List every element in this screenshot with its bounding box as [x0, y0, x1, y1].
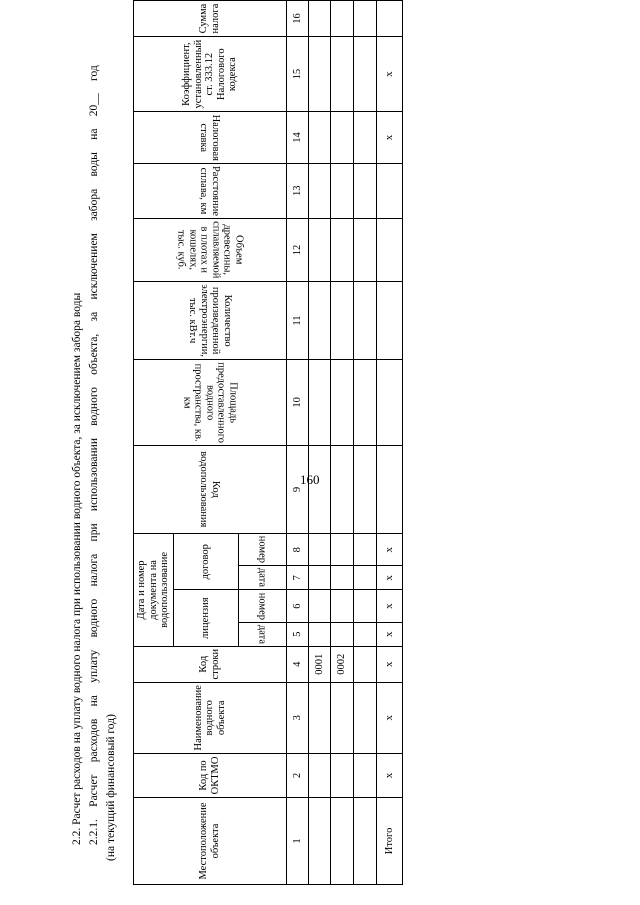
- heading-word: уплату: [88, 649, 100, 683]
- heading-word: использовании: [88, 438, 100, 512]
- heading-word: водного: [88, 598, 100, 638]
- column-number: 7: [286, 566, 308, 590]
- heading-word: 2.2.1.: [88, 819, 100, 845]
- heading-word: Расчет: [88, 774, 100, 807]
- col-contract: договор: [173, 534, 238, 590]
- column-number: 13: [286, 163, 308, 218]
- total-coefficient: x: [376, 37, 402, 112]
- table-row: [308, 1, 330, 885]
- heading-word: исключением: [88, 233, 100, 300]
- heading-word: 20__: [88, 93, 100, 117]
- col-license: лицензия: [173, 590, 238, 646]
- col-coefficient: Коэффициент, установленный ст. 333.12 Налогового кодекса: [134, 37, 287, 112]
- column-number: 9: [286, 445, 308, 533]
- total-contract-number: x: [376, 534, 402, 566]
- column-number: 10: [286, 359, 308, 445]
- col-contract-number: номер: [238, 534, 286, 566]
- heading-word: на: [88, 128, 100, 140]
- col-tax-sum: Сумма налога: [134, 1, 287, 37]
- col-distance: Расстояние сплава, км: [134, 163, 287, 218]
- line-code-cell: [353, 646, 376, 682]
- column-number: 2: [286, 753, 308, 797]
- column-number-row: [286, 1, 308, 885]
- column-number: 15: [286, 37, 308, 112]
- col-electricity: Количество произведенной электроэнергии, тыс. кВт.ч: [134, 282, 287, 360]
- total-row: [376, 1, 402, 885]
- table-row: [353, 1, 376, 885]
- col-license-number: номер: [238, 590, 286, 622]
- col-contract-date: дата: [238, 566, 286, 590]
- header-row-1: [134, 1, 174, 885]
- subsection-heading: [89, 65, 101, 845]
- col-water-use-code: Код водопользования: [134, 445, 287, 533]
- heading-word: воды: [88, 152, 100, 177]
- tax-table: [133, 0, 403, 885]
- heading-word: при: [88, 523, 100, 542]
- section-heading: 2.2. Расчет расходов на уплату водного налога при использовании водного объекта, за исключением забора воды: [71, 292, 83, 845]
- col-license-date: дата: [238, 622, 286, 646]
- column-number: 16: [286, 1, 308, 37]
- total-label: Итого: [376, 797, 402, 884]
- total-oktmo: x: [376, 753, 402, 797]
- page-number: 160: [300, 472, 320, 487]
- total-rate: x: [376, 112, 402, 163]
- col-water-object: Наименование водного объекта: [134, 682, 287, 753]
- column-number: 11: [286, 282, 308, 360]
- column-number: 6: [286, 590, 308, 622]
- line-code-cell: 0002: [330, 646, 353, 682]
- column-number: 1: [286, 797, 308, 884]
- total-contract-date: x: [376, 566, 402, 590]
- col-rate: Налоговая ставка: [134, 112, 287, 163]
- table-row: [330, 1, 353, 885]
- total-license-number: x: [376, 590, 402, 622]
- column-number: 14: [286, 112, 308, 163]
- col-line-code: Код строки: [134, 646, 287, 682]
- heading-word: за: [88, 311, 100, 322]
- col-oktmo: Код по ОКТМО: [134, 753, 287, 797]
- total-license-date: x: [376, 622, 402, 646]
- col-area: Площадь предоставленного водного пространства, кв. км: [134, 359, 287, 445]
- col-location: Местоположение объекта: [134, 797, 287, 884]
- column-number: 12: [286, 218, 308, 282]
- column-number: 5: [286, 622, 308, 646]
- heading-word: на: [88, 695, 100, 707]
- col-doc-group: Дата и номер документа на водопользование: [134, 534, 174, 647]
- column-number: 8: [286, 534, 308, 566]
- line-code-cell: 0001: [308, 646, 330, 682]
- col-timber: Объем древесины, сплавляемой в плотах и кошелях, тыс. куб.: [134, 218, 287, 282]
- column-number: 3: [286, 682, 308, 753]
- period-note: (на текущий финансовый год): [105, 714, 117, 861]
- heading-word: расходов: [88, 718, 100, 763]
- heading-word: водного: [88, 386, 100, 426]
- column-number: 4: [286, 646, 308, 682]
- heading-word: год: [88, 65, 100, 81]
- heading-word: забора: [88, 188, 100, 221]
- heading-word: налога: [88, 553, 100, 587]
- total-water-object: x: [376, 682, 402, 753]
- total-line-code: x: [376, 646, 402, 682]
- heading-word: объекта,: [88, 333, 100, 375]
